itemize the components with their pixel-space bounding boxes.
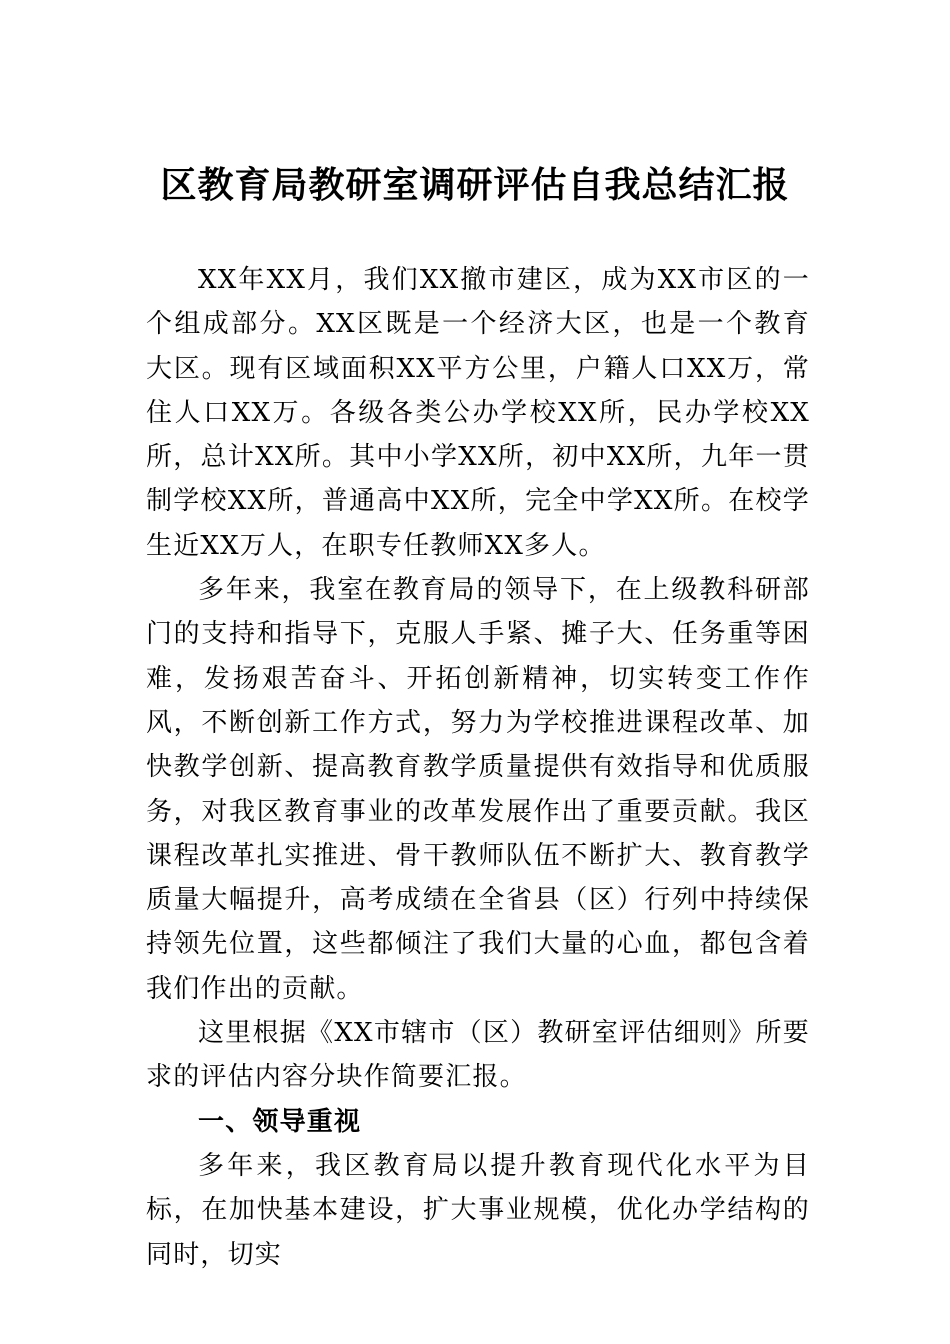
section-heading: 一、领导重视 (198, 1106, 362, 1137)
paragraph-report-intro: 这里根据《XX市辖市（区）教研室评估细则》所要求的评估内容分块作简要汇报。 (146, 1018, 810, 1093)
paragraph-achievements: 多年来，我室在教育局的领导下，在上级教科研部门的支持和指导下，克服人手紧、摊子大、任务重等困难，发扬艰苦奋斗、开拓创新精神，切实转变工作作风，不断创新工作方式，努力为学校推进课程改革、加快教学创新、提高教育教学质量提供有效指导和优质服务，对我区教育事业的改革发展作出了重要贡献。我区课程改革扎实推进、骨干教师队伍不断扩大、教育教学质量大幅提升，高考成绩在全省县（区）行列中持续保持领先位置，这些都倾注了我们大量的心血，都包含着我们作出的贡献。 (146, 575, 810, 1004)
paragraph-overview: XX年XX月，我们XX撤市建区，成为XX市区的一个组成部分。XX区既是一个经济大区，也是一个教育大区。现有区域面积XX平方公里，户籍人口XX万，常住人口XX万。各级各类公办学校XX所，民办学校XX所，总计XX所。其中小学XX所，初中XX所，九年一贯制学校XX所，普通高中XX所，完全中学XX所。在校学生近XX万人，在职专任教师XX多人。 (146, 265, 810, 561)
document-body (146, 258, 810, 1277)
paragraph-section-1: 多年来，我区教育局以提升教育现代化水平为目标，在加快基本建设，扩大事业规模，优化办学结构的同时，切实 (146, 1150, 810, 1270)
document-title: 区教育局教研室调研评估自我总结汇报 (160, 164, 790, 206)
